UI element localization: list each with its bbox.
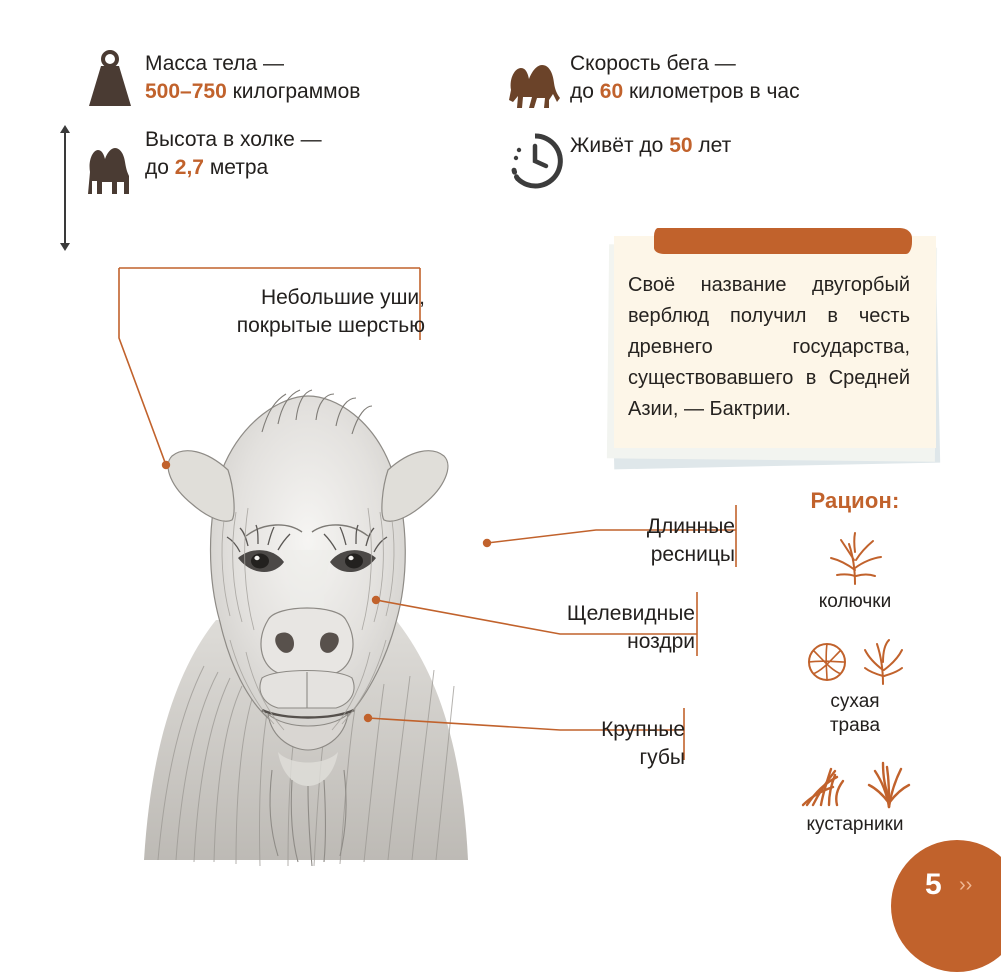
ration-caption-drygrass bbox=[750, 690, 960, 738]
callout-nostrils-line2: ноздри bbox=[627, 629, 695, 653]
stat-prefix: до bbox=[145, 156, 175, 180]
ration-caption-drygrass-line1: сухая bbox=[830, 690, 880, 712]
ration-item-shrubs bbox=[750, 751, 960, 837]
ration-block bbox=[750, 488, 960, 837]
ration-item-drygrass bbox=[750, 628, 960, 738]
callout-lashes-line2: ресницы bbox=[650, 542, 735, 566]
callout-ears-line1: Небольшие уши, bbox=[260, 286, 425, 309]
ration-item-thorns bbox=[750, 528, 960, 614]
stat-line1: Живёт до bbox=[570, 134, 670, 157]
ration-icons bbox=[750, 628, 960, 686]
stat-line1: Высота в холке — bbox=[145, 128, 322, 151]
callout-nostrils bbox=[540, 600, 695, 655]
stat-unit: лет bbox=[698, 134, 732, 157]
stat-value: 60 bbox=[599, 80, 624, 104]
stat-value: 50 bbox=[669, 134, 693, 157]
note-text: Своё название двугорбый верблюд получил в честь древнего государства, существовавшего в Средней Азии, — Бактрии. bbox=[628, 274, 910, 420]
tumbleweed-icon bbox=[803, 636, 851, 686]
stat-unit: килограммов bbox=[232, 80, 361, 104]
ration-icons bbox=[750, 751, 960, 809]
callout-lips-line1: Крупные bbox=[601, 718, 685, 741]
shrub-icon bbox=[795, 753, 855, 809]
ration-caption-thorns: колючки bbox=[818, 591, 892, 612]
ration-caption-drygrass-line2: трава bbox=[829, 714, 881, 736]
callout-ears bbox=[200, 284, 425, 339]
dry-grass-icon bbox=[859, 636, 907, 686]
page-number: 5 bbox=[925, 868, 942, 901]
callout-lashes bbox=[600, 513, 735, 568]
ration-icons bbox=[750, 528, 960, 586]
ration-caption-shrubs: кустарники bbox=[806, 814, 904, 836]
stat-unit: метра bbox=[209, 156, 269, 180]
stat-value: 500–750 bbox=[145, 80, 227, 104]
ration-title: Рацион: bbox=[810, 488, 900, 513]
stat-line1: Скорость бега — bbox=[570, 52, 736, 75]
callout-nostrils-line1: Щелевидные bbox=[566, 602, 695, 625]
bush-icon bbox=[863, 753, 915, 809]
callout-lips-line2: губы bbox=[639, 745, 685, 769]
stat-line1: Масса тела — bbox=[145, 52, 285, 75]
stat-value: 2,7 bbox=[174, 156, 204, 180]
stat-unit: километров в час bbox=[628, 80, 800, 104]
stat-prefix: до bbox=[570, 80, 600, 104]
callout-ears-line2: покрытые шерстью bbox=[236, 313, 425, 337]
callout-lips bbox=[560, 716, 685, 771]
thorn-plant-icon bbox=[823, 530, 887, 586]
callout-lashes-line1: Длинные bbox=[646, 515, 735, 538]
chevron-right-icon: ›› bbox=[959, 874, 973, 896]
